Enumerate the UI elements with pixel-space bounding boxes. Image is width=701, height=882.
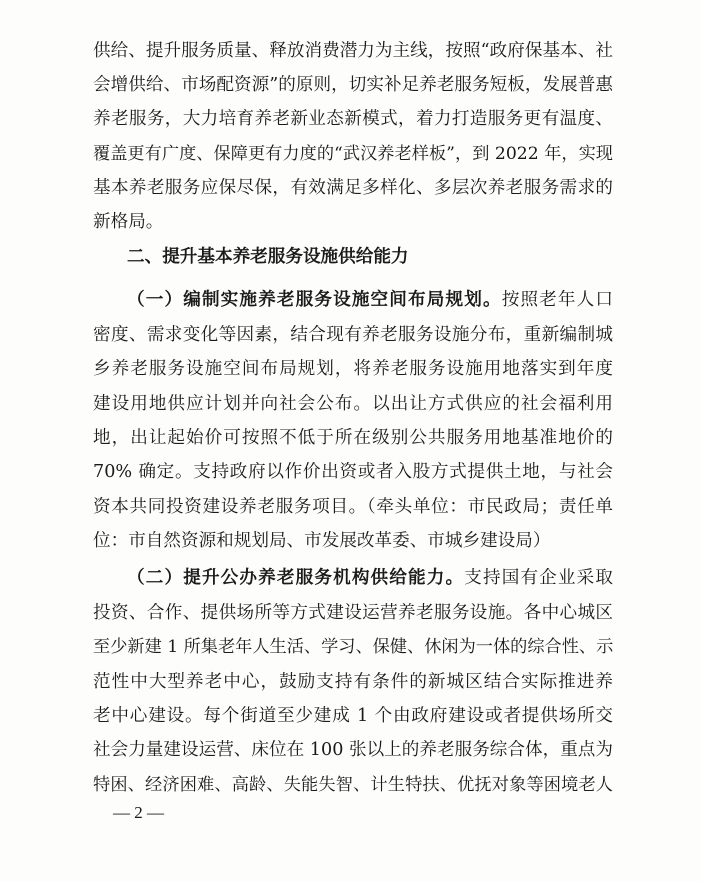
paragraph-line: 覆盖更有广度、保障更有力度的“武汉养老样板”，到 2022 年，实现	[93, 144, 613, 164]
paragraph-line: 乡养老服务设施空间布局规划，将养老服务设施用地落实到年度	[93, 359, 613, 379]
paragraph-line: 会增供给、市场配资源”的原则，切实补足养老服务短板，发展普惠	[93, 75, 613, 95]
paragraph-line: 供给、提升服务质量、释放消费潜力为主线，按照“政府保基本、社	[93, 41, 613, 61]
paragraph-line: 至少新建 1 所集老年人生活、学习、保健、休闲为一体的综合性、示	[93, 637, 614, 657]
paragraph-line: 70% 确定。支持政府以作价出资或者入股方式提供土地，与社会	[93, 462, 613, 482]
paragraph-line: 老中心建设。每个街道至少建成 1 个由政府建设或者提供场所交	[93, 706, 613, 726]
item-2-title: （二）提升公办养老服务机构供给能力。	[127, 568, 465, 588]
item-1-first-line-text: 按照老年人口	[501, 290, 613, 310]
page-number: — 2 —	[113, 803, 164, 822]
item-1-first-line	[127, 283, 613, 317]
paragraph-line: 资本共同投资建设养老服务项目。（牵头单位：市民政局；责任单	[93, 497, 613, 517]
paragraph-line: 投资、合作、提供场所等方式建设运营养老服务设施。各中心城区	[93, 603, 613, 623]
paragraph-line: 养老服务，大力培育养老新业态新模式，着力打造服务更有温度、	[93, 109, 613, 129]
paragraph-line: 基本养老服务应保尽保，有效满足多样化、多层次养老服务需求的	[93, 178, 613, 198]
item-1-title: （一）编制实施养老服务设施空间布局规划。	[127, 290, 502, 310]
paragraph-line: 密度、需求变化等因素，结合现有养老服务设施分布，重新编制城	[93, 325, 613, 345]
paragraph-line: 特困、经济困难、高龄、失能失智、计生特扶、优抚对象等困境老人	[93, 775, 613, 795]
paragraph-line: 社会力量建设运营、床位在 100 张以上的养老服务综合体，重点为	[93, 740, 613, 760]
paragraph-line: 地，出让起始价可按照不低于所在级别公共服务用地基准地价的	[93, 428, 613, 448]
section-heading: 二、提升基本养老服务设施供给能力	[127, 247, 409, 267]
item-2-first-line-text: 支持国有企业采取	[464, 568, 613, 588]
paragraph-line: 位：市自然资源和规划局、市发展改革委、市城乡建设局）	[93, 531, 551, 551]
item-2-first-line	[127, 561, 613, 595]
paragraph-line: 新格局。	[93, 212, 164, 232]
paragraph-line: 范性中大型养老中心，鼓励支持有条件的新城区结合实际推进养	[93, 672, 613, 692]
paragraph-line: 建设用地供应计划并向社会公布。以出让方式供应的社会福利用	[93, 394, 613, 414]
